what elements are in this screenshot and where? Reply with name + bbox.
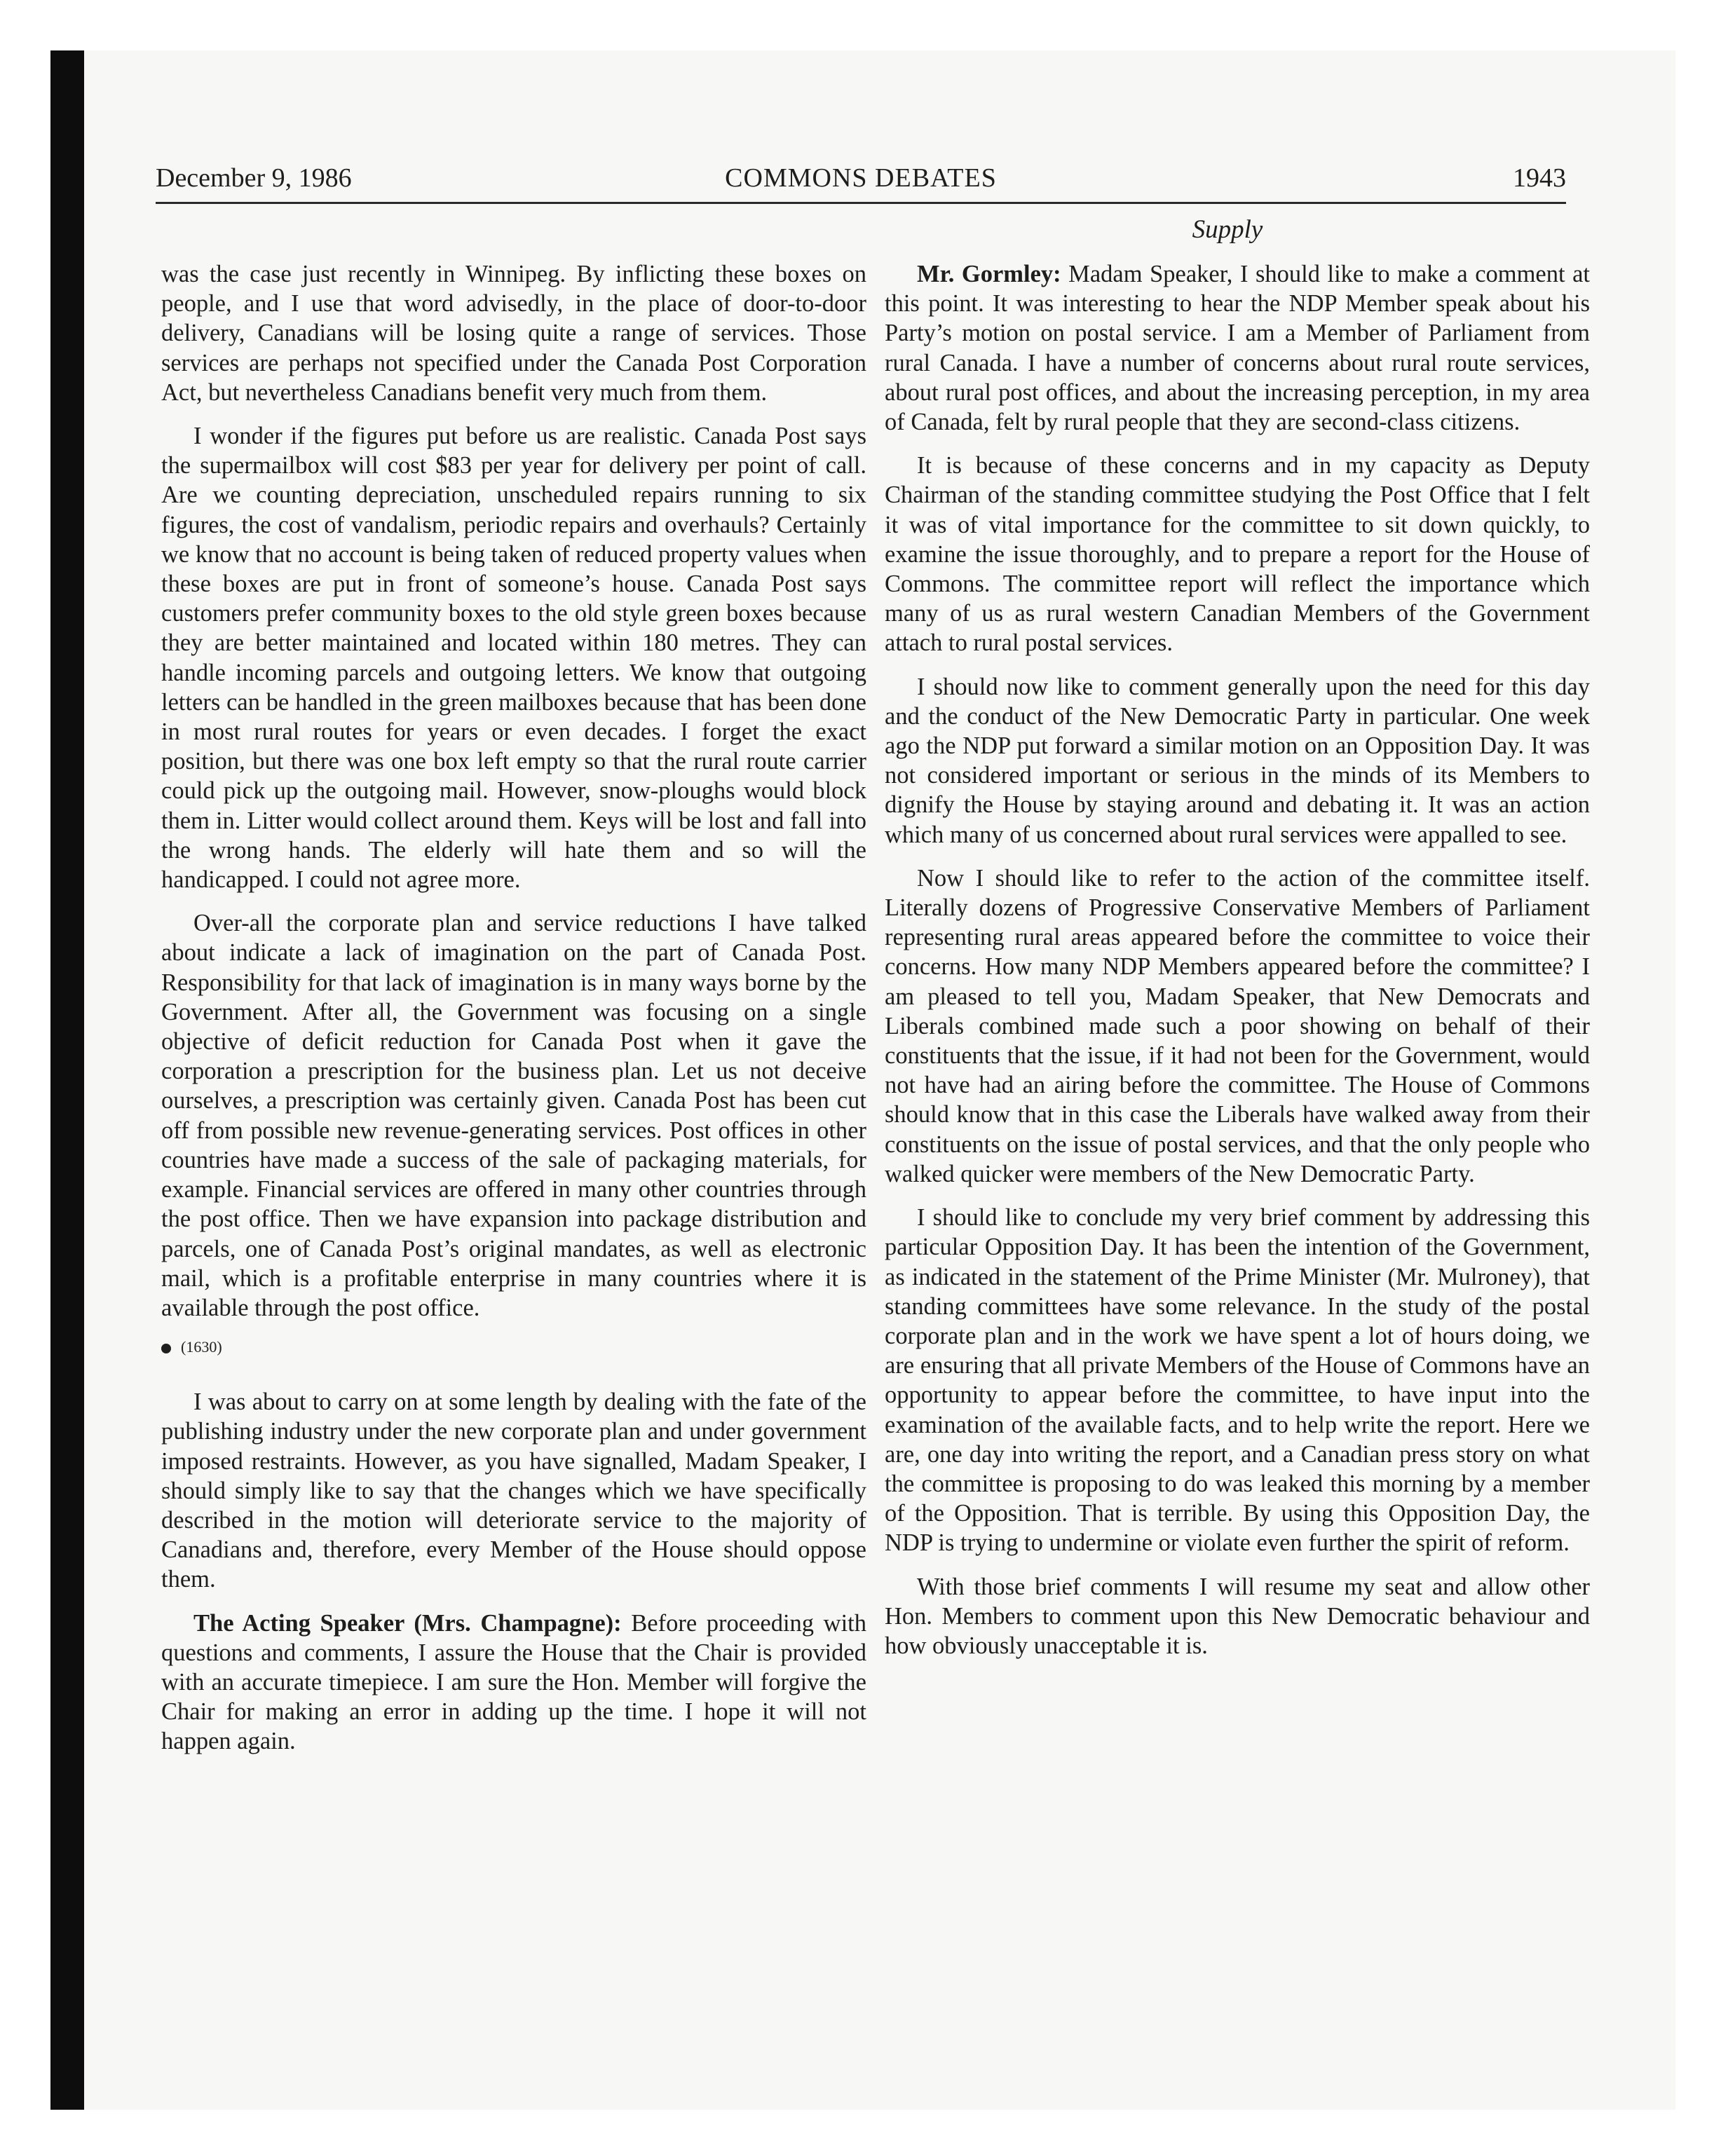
right-paragraph-3: I should now like to comment generally upon the need for this day and the conduct of the New Democratic Party in particular. One week ago the NDP put forward a similar motion on an Opposition Day. It was not considered important or serious in the minds of its Members to dignify the House by staying around and debating it. It was an action which many of us concerned about rural services were appalled to see. [885, 673, 1590, 848]
right-column [885, 259, 1590, 1674]
header-date: December 9, 1986 [156, 163, 352, 193]
left-paragraph-2: I wonder if the figures put before us are realistic. Canada Post says the supermailbox will cost $83 per year for delivery per point of call. Are we counting depreciation, unscheduled repairs running to six figures, the cost of vandalism, periodic repairs and overhauls? Certainly we know that no account is being taken of reduced property values when these boxes are put in front of someone’s house. Canada Post says customers prefer community boxes to the old style green boxes because they are better maintained and located within 180 metres. They can handle incoming parcels and outgoing letters. We know that outgoing letters can be handled in the green mailboxes because that has been done in most rural routes for years or even decades. I forget the exact position, but there was one box left empty so that the rural route carrier could pick up the outgoing mail. However, snow-ploughs would block them in. Litter would collect around them. Keys will be lost and fall into the wrong hands. The elderly will hate them and so will the handicapped. I could not agree more. [161, 423, 866, 894]
left-paragraph-1: was the case just recently in Winnipeg. By inflicting these boxes on people, and I use that word advisedly, in the place of door-to-door delivery, Canadians will be losing quite a range of services. Those services are perhaps not specified under the Canada Post Corporation Act, but nevertheless Canadians benefit very much from them. [161, 261, 866, 406]
right-paragraph-5: I should like to conclude my very brief comment by addressing this particular Opposition Day. It has been the intention of the Government, as indicated in the statement of the Prime Minister (Mr. Mulroney), that standing committees have some relevance. In the study of the postal corporate plan and in the work we have spent a lot of hours doing, we are ensuring that all private Members of the House of Commons have an opportunity to appear before the committee, to have input into the examination of the available facts, and to help write the report. Here we are, one day into writing the report, and a Canadian press story on what the committee is proposing to do was leaked this morning by a member of the Opposition. That is terrible. By using this Opposition Day, the NDP is trying to undermine or violate even further the spirit of reform. [885, 1204, 1590, 1557]
speech-text: Before proceeding with questions and comments, I assure the House that the Chair is provided with an accurate timepiece. I am sure the Hon. Member will forgive the Chair for making an error in adding up the time. I hope it will not happen again. [161, 1609, 866, 1755]
scan-edge [50, 50, 84, 2110]
time-marker [161, 1337, 866, 1358]
section-title: Supply [1192, 215, 1263, 244]
time-marker-label: (1630) [181, 1338, 222, 1356]
left-paragraph-5 [161, 1609, 866, 1756]
bullet-icon [161, 1344, 171, 1353]
header-page-number: 1943 [1513, 163, 1566, 193]
speaker-name: The Acting Speaker (Mrs. Champagne): [193, 1609, 622, 1637]
header-title: COMMONS DEBATES [725, 163, 997, 193]
right-paragraph-4: Now I should like to refer to the action of the committee itself. Literally dozens of Progressive Conservative Members of Parliament representing rural areas appeared before the committee to voice their concerns. How many NDP Members appeared before the committee? I am pleased to tell you, Madam Speaker, that New Democrats and Liberals combined made such a poor showing on behalf of their constituents that the issue, if it had not been for the Government, would not have had an airing before the committee. The House of Commons should know that in this case the Liberals have walked away from their constituents on the issue of postal services, and that the only people who walked quicker were members of the New Democratic Party. [885, 864, 1590, 1187]
left-paragraph-3: Over-all the corporate plan and service reductions I have talked about indicate a lack of imagination on the part of Canada Post. Responsibility for that lack of imagination is in many ways borne by the Government. After all, the Government was focusing on a single objective of deficit reduction for Canada Post when it gave the corporation a prescription for the business plan. Let us not deceive ourselves, a prescription was certainly given. Canada Post has been cut off from possible new revenue-generating services. Post offices in other countries have made a success of the sale of packaging materials, for example. Financial services are offered in many other countries through the post office. Then we have expansion into package distribution and parcels, one of Canada Post’s original mandates, as well as electronic mail, which is a profitable enterprise in many countries where it is available through the post office. [161, 910, 866, 1321]
left-paragraph-4: I was about to carry on at some length by dealing with the fate of the publishing industry under the new corporate plan and under government imposed restraints. However, as you have signalled, Madam Speaker, I should simply like to say that the changes which we have specifically described in the motion will deteriorate service to the majority of Canadians and, therefore, every Member of the House should oppose them. [161, 1389, 866, 1593]
page-header [156, 163, 1566, 204]
left-column [161, 259, 866, 1770]
right-paragraph-1 [885, 259, 1590, 437]
right-paragraph-6: With those brief comments I will resume my seat and allow other Hon. Members to comment upon this New Democratic behaviour and how obviously unacceptable it is. [885, 1573, 1590, 1659]
speech-text: Madam Speaker, I should like to make a comment at this point. It was interesting to hear the NDP Member speak about his Party’s motion on postal service. I am a Member of Parliament from rural Canada. I have a number of concerns about rural route services, about rural post offices, and about the increasing perception, in my area of Canada, felt by rural people that they are second-class citizens. [885, 261, 1590, 436]
right-paragraph-2: It is because of these concerns and in my capacity as Deputy Chairman of the standing committee studying the Post Office that I felt it was of vital importance for the committee to sit down quickly, to examine the issue thoroughly, and to prepare a report for the House of Commons. The committee report will reflect the importance which many of us as rural western Canadian Members of the Government attach to rural postal services. [885, 452, 1590, 657]
speaker-name: Mr. Gormley: [917, 261, 1061, 287]
